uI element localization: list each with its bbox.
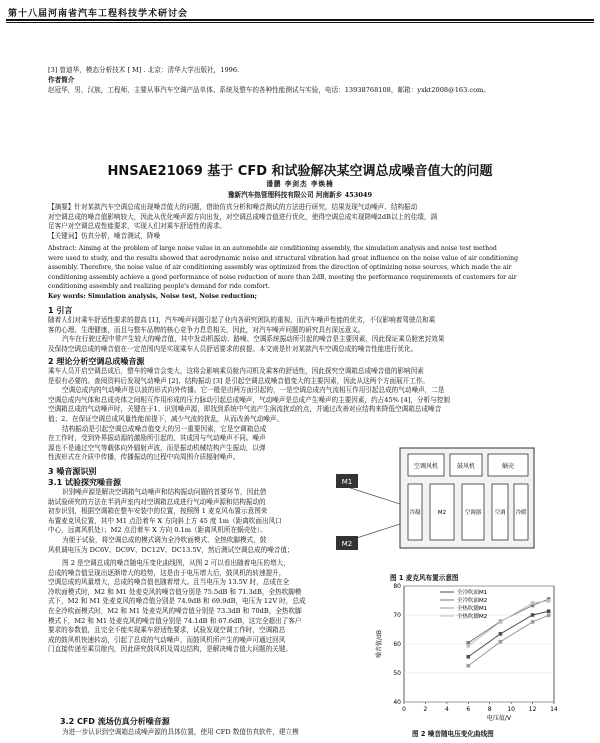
body-line: 图 2 是空调总成的噪音随电压变化曲线图，从图 2 可以看出随着电压的增大， [62,559,290,567]
x-tick-label: 4 [444,706,449,713]
abstract-cn-line: 【摘要】针对某款汽车空调总成出现噪音值大的问题，借助仿真分析和噪音测试的方法进行研究，结果发现气动噪声、结构振动 [48,203,418,211]
section-3-1-body-b [48,559,306,655]
header-rule [6,19,594,21]
figure-2-caption: 图 2 噪音随电压变化曲线图 [412,730,494,738]
body-line: 要求的参数值，且完全不能实现乘车舒适性要求，试验发现空调工作时，空调箱总 [48,626,286,635]
data-point [499,632,503,636]
abstract-en-line: were used to study, and the results showed that aerodynamic noise and structural vibration had great influence on the noise value of air conditioning [48,254,519,262]
section-3-heading: 3 噪音源识别 [48,467,97,476]
data-point [466,664,470,668]
fig1-label: 空调器 [464,510,482,516]
paper-title: HNSAE21069 基于 CFD 和试验解决某空调总成噪音值大的问题 [107,164,493,179]
body-line: 客的心理、生理健康，而且与整车品牌的核心竞争力息息相关，因此，对汽车噪声问题的研究具有深远意义。 [48,325,365,334]
body-line: 随着人们对乘车舒适性要求的提高 [1]，汽车噪声问题引起了业内各研究团队的重视，而汽车噪声性能的优劣，不仅影响着驾驶员和乘 [48,316,436,324]
fig1-label: 空调 [494,510,506,516]
body-line: 初步识别，根据空调箱在整车安装中的位置，按照图 1 麦克风布置示意图来 [48,507,268,516]
fig1-label: M2 [437,510,447,516]
abstract-en-line: assembly. Therefore, the noise value of air conditioning assembly was optimized from the direction of optimizing noise sources, which made the air [48,264,512,272]
author-bio-text: 赵冠华，男，汉族，工程师，主要从事汽车空调产品单体、系统及整车的各种性能测试与实验，电话：13938768108，邮箱：yxkt2008@163.com。 [48,86,490,94]
body-line: 值；2、在保证空调总成风量性能前提下，减少气流的扰乱，从而改善气动噪声。 [48,414,283,423]
data-point [531,601,535,605]
body-line: 总成的噪音值呈现出逐渐增大的趋势，这是由于电压增大后，鼓风机的转速提升， [48,568,286,577]
body-line: 源也不是通过空气等载体向外辐射声波，而是振动机械结构产生振动，以弹 [48,443,266,452]
body-line: 冷吹面模式时，M2 和 M1 处麦克风的噪音值分别是 75.5dB 和 71.3dB，全热吹脚模 [48,587,302,596]
data-point [531,620,535,624]
abstract-cn-line: 足客户对空调总成性能要求，实现人们对乘车舒适性的需求。 [48,222,227,231]
data-point [531,613,535,617]
figure-2-chart [374,580,560,725]
figure-1-microphone-layout [334,444,560,570]
abstract-cn [48,203,437,241]
fig1-label: 冷凝 [409,510,421,516]
body-line: 门直接传递至乘员舱内，因此研究鼓风机及周边结构，是解决噪音值大问题的关键。 [48,645,292,654]
data-point [466,655,470,659]
data-point [547,599,551,603]
legend-entry: 全冷吹面M1 [457,590,488,596]
body-line: 为便于试验，将空调总成的模式调为全冷吹面模式、全热吹脚模式，鼓 [62,535,267,544]
body-line: 空调箱总成的气动噪声时，关键在于1、识别噪声源，即找到系统中气流产生涡流扰动的点，并通过改善对应结构来降低空调箱总成噪音 [48,405,442,414]
keywords-en: Key words: Simulation analysis, Noise test, Noise reduction; [48,292,257,300]
fig1-label: 空调风机 [413,463,439,470]
section-2-heading: 2 理论分析空调总成噪音源 [48,357,145,366]
body-line: 汽车在行驶过程中常产生较大的噪音值，其中发动机振动、路噪、空调系统振动所引起的噪音是主要因素，因此保证乘员舱密封效果 [62,335,445,344]
legend-entry: 全热吹脚M2 [457,614,488,620]
section-1-heading: 1 引言 [48,306,73,315]
data-point [499,620,503,624]
body-line: 助试验研究的方法在半消声室内对空调箱总成进行气动噪声源和结构振动的 [48,497,266,506]
running-header: 第十八届河南省汽车工程科技学术研讨会 [8,9,189,19]
x-tick-label: 8 [487,706,492,713]
paper-affiliation: 豫新汽车热管理科技有限公司 河南新乡 453049 [227,191,373,199]
x-tick-label: 2 [423,706,428,713]
author-bio-heading: 作者简介 [48,76,75,84]
abstract-cn-line: 对空调总成的噪音值影响较大，因此从优化噪声源方向出发，对空调总成噪音值进行优化，使得空调总成实现降噪2dB以上的佳绩，满 [48,212,438,221]
y-tick-label: 50 [393,670,401,677]
body-line: 性波形式在介质中传播，传播振动的过程中向周围介质辐射噪声。 [48,453,240,462]
fig1-label: 蜗壳 [501,463,515,470]
keywords-cn: 【关键词】仿真分析，噪音测试，降噪 [48,231,161,240]
header-rule-thin [6,22,594,23]
body-line: 识别噪声源是解决空调箱气动噪声和结构振动问题的首要环节，因此借 [62,488,267,496]
abstract-en-line: conditioning assembly achieve a good performance of noise reduction of more than 2dB, meeting the performance requirements of customers for air [48,273,517,281]
x-tick-label: 14 [550,706,558,713]
body-line: 在工作时，受到外界振动源的激励所引起的，其成因与气动噪声不同。噪声 [48,434,266,443]
body-line: 及保持空调总成的噪音值在一定范围内是实现乘车人员舒适要求的前提。本文则是针对某款汽车空调总成的噪音性能进行优化。 [48,344,418,353]
x-tick-label: 10 [507,706,515,713]
body-line: 中心，远离风机处）；M2 点沿着车 X 方向 0.1m（距离风机所在蜗壳处）。 [48,526,267,535]
data-point [499,640,503,644]
body-line: 在全冷吹面模式时，M2 和 M1 处麦克风的噪音值分别是 73.3dB 和 70dB，全热吹脚 [48,606,302,615]
body-line: 是很有必要的。查阅资料后发现气动噪声 [2]、结构振动 [3] 是引起空调总成噪音值变大的主要因素，因此从这两个方面展开工作。 [48,376,430,385]
abstract-en [48,244,518,302]
y-tick-label: 70 [393,612,401,619]
mic1-label: M1 [341,478,353,486]
body-line: 成的鼓风机快速转动，引起了总成的气动噪声，而鼓风机所产生的噪声可通过回风 [48,635,286,644]
figure-1-caption: 图 1 麦克风布置示意图 [390,574,459,582]
y-axis-label: 噪音值/dB [376,630,383,658]
section-3-2-heading: 3.2 CFD 流场仿真分析噪音源 [60,717,170,726]
abstract-en-line: Abstract: Aiming at the problem of large noise value in an automobile air conditioning assembly, the simulation analysis and noise test method [48,245,497,252]
x-tick-label: 0 [402,706,406,713]
body-line: 空调总成内气体和总成壳体之间相互作用形成的压力脉动引起总成噪声，气动噪声是总成产生噪声的主要因素，约占45% [4]，分析与控制 [48,395,450,404]
y-tick-label: 80 [393,583,401,590]
data-point [466,644,470,648]
body-line: 为进一步认识到空调箱总成噪声源的具体位置，使用 CFD 数值仿真软件，建立模 [62,728,299,736]
body-line: 式下，M2 和 M1 处麦克风的噪音值分别是 74.9dB 和 69.9dB，电压为 12V 时，总成 [48,597,306,606]
legend-entry: 全冷吹面M2 [457,598,488,604]
body-line: 空调总成的风量增大，总成的噪音值也随着增大。且当电压为 13.5V 时，总成在全 [48,578,290,587]
x-axis-label: 电压值/V [486,715,512,722]
y-tick-label: 40 [393,699,401,706]
section-3-1-heading: 3.1 试验探究噪音源 [48,478,121,487]
body-line: 结构振动是引起空调总成噪音值变大的另一重要因素，它是空调箱总成 [62,424,267,433]
body-line: 乘车人员开启空调总成后，整车的噪音会变大，这将会影响乘员舱内司机及乘客的舒适性，因此探究空调箱总成噪音值的影响因素 [48,367,424,375]
reference-3: [3] 曾迪华，模态分析技术 [ M] . 北京：清华大学出版社，1996. [48,66,240,74]
data-point [547,609,551,613]
body-line: 布置麦克风位置，其中 M1 点沿着车 X 方向斜上方 45 度 1m（距离吹面出风口 [48,516,282,525]
x-tick-label: 6 [466,706,471,713]
fig1-label: 鼓风机 [456,463,476,470]
legend-entry: 全热吹脚M1 [457,606,488,612]
y-tick-label: 60 [393,641,401,648]
body-line: 空调总成内的气动噪声是以波的形式向外传播。它一般是由两方面引起的，一是空调总成内气流相互作用引起总成的气动噪声，二是 [62,386,445,395]
data-point [547,613,551,617]
abstract-en-line: conditioning assembly and realizing people's demand for ride comfort. [48,283,271,291]
mic2-label: M2 [341,540,353,548]
fig1-label: 冷暖 [515,510,527,516]
body-line: 模式下，M2 和 M1 处麦克风的噪音值分别是 74.1dB 和 67.6dB，这完全超出了客户 [48,616,302,625]
section-3-1-body-a [48,488,294,555]
body-line: 风机调电压为 DC6V、DC9V、DC12V、DC13.5V，然后测试空调总成的噪音值； [48,545,294,554]
section-1-body [48,316,444,354]
x-tick-label: 12 [528,706,537,713]
paper-authors: 潘鹏 李剑杰 李焕楠 [266,180,334,188]
